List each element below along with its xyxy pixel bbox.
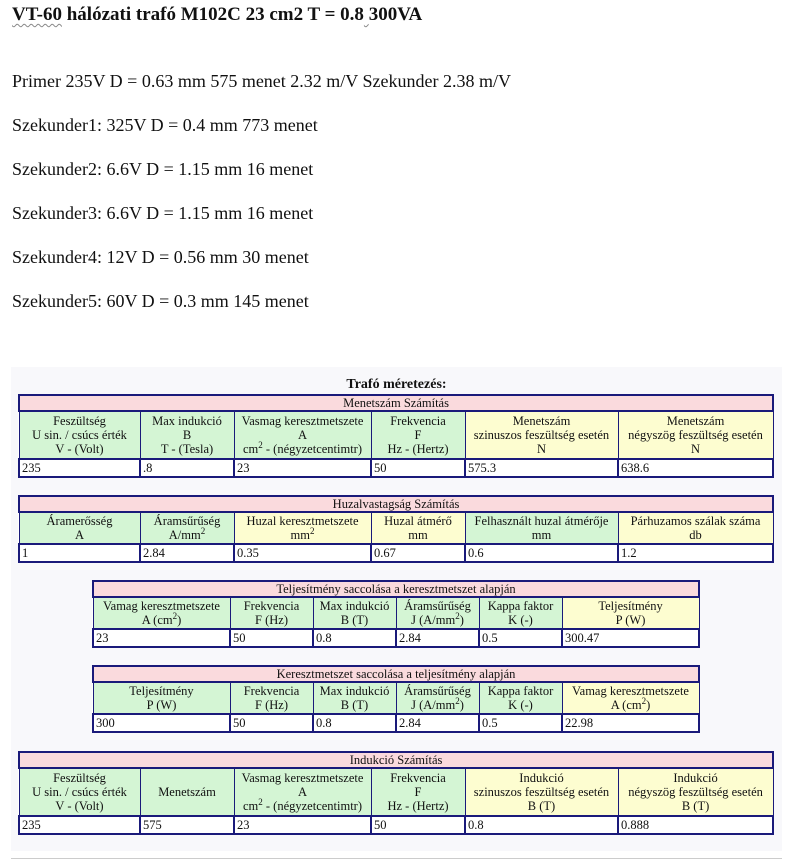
header-core-area: Vamag keresztmetszete A $(cm^2)$ — [93, 597, 230, 629]
kappa-factor-input[interactable]: 0.5 — [479, 714, 562, 732]
header-core-area: Vasmag keresztmetszete A $cm^2$ - (négyzetcentimtr) — [234, 768, 371, 816]
used-wire-diameter-input[interactable]: 0.6 — [465, 544, 618, 562]
header-frequency: Frekvencia F Hz - (Hertz) — [371, 768, 465, 816]
header-power: Teljesítmény P (W) — [93, 682, 230, 714]
wire-calc-table — [18, 495, 774, 563]
header-used-wire-diameter: Felhasznált huzal átmérője mm — [465, 512, 618, 544]
power-estimate-caption: Teljesítmény saccolása a keresztmetszet alapján — [93, 581, 699, 597]
power-estimate-table — [92, 580, 700, 648]
turns-calc-caption: Menetszám Számítás — [19, 395, 773, 411]
turns-input[interactable]: 575 — [140, 816, 234, 834]
induction-sine-output[interactable]: 0.8 — [465, 816, 618, 834]
header-power: Teljesítmény P (W) — [562, 597, 699, 629]
title-desc: hálózati trafó M102C 23 cm2 T = 0.8 — [61, 4, 364, 25]
kappa-factor-input[interactable]: 0.5 — [479, 629, 562, 647]
secondary-line-2: Szekunder2: 6.6V D = 1.15 mm 16 menet — [12, 159, 314, 179]
secondary-line-5: Szekunder5: 60V D = 0.3 mm 145 menet — [12, 291, 309, 311]
frequency-input[interactable]: 50 — [371, 816, 465, 834]
secondary-line-3: Szekunder3: 6.6V D = 1.15 mm 16 menet — [12, 203, 314, 223]
header-frequency: Frekvencia F Hz - (Hertz) — [371, 411, 465, 459]
frequency-input[interactable]: 50 — [371, 459, 465, 477]
wire-diameter-output[interactable]: 0.67 — [371, 544, 465, 562]
header-frequency: Frekvencia F (Hz) — [230, 682, 313, 714]
transformer-calculator — [11, 367, 782, 851]
header-induction-sine: Indukció szinuszos feszültség esetén B (T) — [465, 768, 618, 816]
power-input[interactable]: 300 — [93, 714, 230, 732]
header-voltage: Feszültség U sin. / csúcs érték V - (Volt) — [19, 411, 140, 459]
doc-title — [12, 4, 422, 26]
turns-square-output[interactable]: 638.6 — [618, 459, 773, 477]
turns-sine-output[interactable]: 575.3 — [465, 459, 618, 477]
header-core-area: Vasmag keresztmetszete A $cm^2$ - (négyzetcentimtr) — [234, 411, 371, 459]
area-estimate-table — [92, 665, 700, 733]
header-frequency: Frekvencia F (Hz) — [230, 597, 313, 629]
header-max-induction: Max indukció B (T) — [313, 597, 396, 629]
header-current-density: Áramsűrűség $A/mm^2$ — [140, 512, 234, 544]
header-kappa-factor: Kappa faktor K (-) — [479, 597, 562, 629]
bottom-divider — [11, 858, 782, 859]
calculator-title: Trafó méretezés: — [346, 377, 447, 392]
max-induction-input[interactable]: 0.8 — [313, 629, 396, 647]
frequency-input[interactable]: 50 — [230, 629, 313, 647]
header-turns-sine: Menetszám szinuszos feszültség esetén N — [465, 411, 618, 459]
header-current-density: Áramsűrűség J $(A/mm^2)$ — [396, 682, 479, 714]
header-max-induction: Max indukció B T - (Tesla) — [140, 411, 234, 459]
current-input[interactable]: 1 — [19, 544, 140, 562]
max-induction-input[interactable]: 0.8 — [313, 714, 396, 732]
voltage-input[interactable]: 235 — [19, 816, 140, 834]
turns-calc-table — [18, 394, 774, 478]
parallel-strands-output[interactable]: 1.2 — [618, 544, 773, 562]
current-density-input[interactable]: 2.84 — [140, 544, 234, 562]
primer-line: Primer 235V D = 0.63 mm 575 menet 2.32 m/V Szekunder 2.38 m/V — [12, 71, 511, 91]
induction-calc-caption: Indukció Számítás — [19, 752, 773, 768]
area-estimate-caption: Keresztmetszet saccolása a teljesítmény alapján — [93, 666, 699, 682]
header-kappa-factor: Kappa faktor K (-) — [479, 682, 562, 714]
frequency-input[interactable]: 50 — [230, 714, 313, 732]
header-turns: Menetszám — [140, 768, 234, 816]
power-output[interactable]: 300.47 — [562, 629, 699, 647]
core-area-input[interactable]: 23 — [234, 459, 371, 477]
core-area-output[interactable]: 22.98 — [562, 714, 699, 732]
header-turns-square: Menetszám négyszög feszültség esetén N — [618, 411, 773, 459]
header-induction-square: Indukció négyszög feszültség esetén B (T) — [618, 768, 773, 816]
core-area-input[interactable]: 23 — [93, 629, 230, 647]
header-current: Áramerősség A — [19, 512, 140, 544]
header-max-induction: Max indukció B (T) — [313, 682, 396, 714]
title-power: 300VA — [368, 4, 423, 25]
header-wire-diameter: Huzal átmérő mm — [371, 512, 465, 544]
wire-area-output[interactable]: 0.35 — [234, 544, 371, 562]
header-current-density: Áramsűrűség J $(A/mm^2)$ — [396, 597, 479, 629]
current-density-input[interactable]: 2.84 — [396, 629, 479, 647]
secondary-line-4: Szekunder4: 12V D = 0.56 mm 30 menet — [12, 247, 309, 267]
header-parallel-strands: Párhuzamos szálak száma db — [618, 512, 773, 544]
max-induction-input[interactable]: .8 — [140, 459, 234, 477]
induction-calc-table — [18, 751, 774, 835]
title-model: VT-60 — [12, 4, 62, 25]
induction-square-output[interactable]: 0.888 — [618, 816, 773, 834]
header-voltage: Feszültség U sin. / csúcs érték V - (Volt) — [19, 768, 140, 816]
header-wire-area: Huzal keresztmetszete $mm^2$ — [234, 512, 371, 544]
wire-calc-caption: Huzalvastagság Számítás — [19, 496, 773, 512]
header-core-area: Vamag keresztmetszete A $(cm^2)$ — [562, 682, 699, 714]
voltage-input[interactable]: 235 — [19, 459, 140, 477]
current-density-input[interactable]: 2.84 — [396, 714, 479, 732]
secondary-line-1: Szekunder1: 325V D = 0.4 mm 773 menet — [12, 115, 318, 135]
core-area-input[interactable]: 23 — [234, 816, 371, 834]
